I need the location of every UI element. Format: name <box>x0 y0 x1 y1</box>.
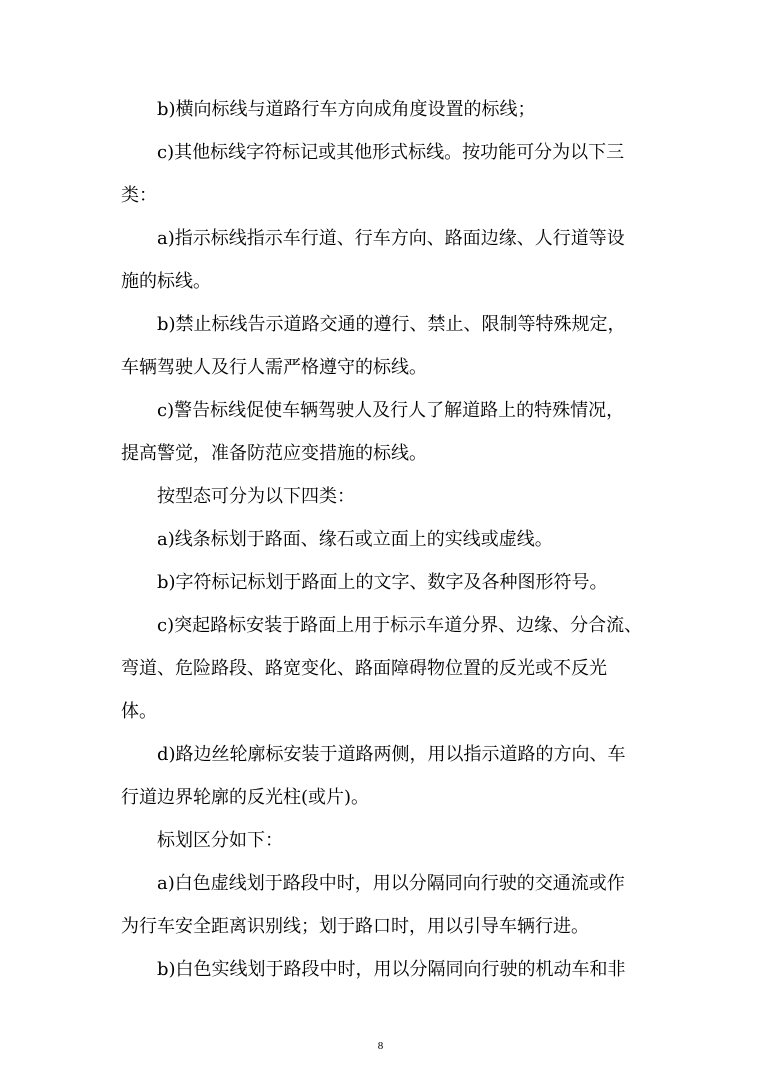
text-line: d)路边丝轮廓标安装于道路两侧，用以指示道路的方向、车 <box>157 744 626 765</box>
text-line: 行道边界轮廓的反光柱(或片)。 <box>121 787 370 808</box>
text-line: 车辆驾驶人及行人需严格遵守的标线。 <box>121 357 427 378</box>
text-line: 为行车安全距离识别线；划于路口时，用以引导车辆行进。 <box>121 916 589 937</box>
text-line: c)其他标线字符标记或其他形式标线。按功能可分为以下三 <box>157 142 625 163</box>
text-line: c)警告标线促使车辆驾驶人及行人了解道路上的特殊情况， <box>157 400 625 421</box>
text-line: 提高警觉，准备防范应变措施的标线。 <box>121 443 427 464</box>
text-line: 体。 <box>121 701 157 722</box>
text-line: a)指示标线指示车行道、行车方向、路面边缘、人行道等设 <box>157 228 625 249</box>
text-line: a)白色虚线划于路段中时，用以分隔同向行驶的交通流或作 <box>157 873 625 894</box>
text-line: 按型态可分为以下四类： <box>157 486 355 507</box>
text-line: 弯道、危险路段、路宽变化、路面障碍物位置的反光或不反光 <box>121 658 607 679</box>
text-line: a)线条标划于路面、缘石或立面上的实线或虚线。 <box>157 529 553 550</box>
page-number: 8 <box>377 1040 384 1052</box>
text-line: b)禁止标线告示道路交通的遵行、禁止、限制等特殊规定， <box>157 314 626 335</box>
text-line: 标划区分如下： <box>157 830 283 851</box>
text-line: b)横向标线与道路行车方向成角度设置的标线； <box>157 99 536 120</box>
text-line: 施的标线。 <box>121 271 211 292</box>
text-line: 类： <box>121 185 157 206</box>
text-line: b)白色实线划于路段中时，用以分隔同向行驶的机动车和非 <box>157 959 626 980</box>
text-line: b)字符标记标划于路面上的文字、数字及各种图形符号。 <box>157 572 608 593</box>
text-line: c)突起路标安装于路面上用于标示车道分界、边缘、分合流、 <box>157 615 643 636</box>
